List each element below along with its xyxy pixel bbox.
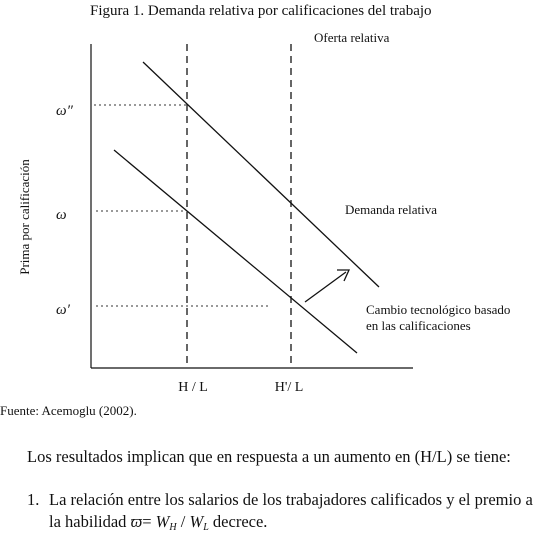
x-tick-h-over-l: H / L <box>178 380 208 395</box>
y-tick-omega-double-prime: ω″ <box>56 103 73 119</box>
subscript-h: H <box>169 522 177 533</box>
x-tick-h-prime-over-l: H'/ L <box>274 380 304 395</box>
source-note: Fuente: Acemoglu (2002). <box>0 403 137 418</box>
equals-sign: = <box>142 512 156 531</box>
line2-prefix: la habilidad <box>49 512 131 531</box>
line2-suffix: decrece. <box>208 512 268 531</box>
list-item-line-2 <box>49 512 267 533</box>
demand-curve-shifted <box>143 62 379 287</box>
omega-symbol: ϖ <box>130 512 143 531</box>
demand-label: Demanda relativa <box>345 202 438 217</box>
y-tick-omega-prime: ω′ <box>56 302 70 318</box>
tech-change-label-line1: Cambio tecnológico basado <box>366 302 511 317</box>
demand-curve-original <box>114 150 357 353</box>
shift-arrowhead <box>337 270 349 281</box>
wage-w-l: W <box>189 512 204 531</box>
slash: / <box>176 512 190 531</box>
supply-label: Oferta relativa <box>314 30 390 45</box>
results-intro: Los resultados implican que en respuesta a un aumento en (H/L) se tiene: <box>27 447 511 466</box>
tech-change-label-line2: en las calificaciones <box>366 318 471 333</box>
figure-title: Figura 1. Demanda relativa por calificaciones del trabajo <box>90 3 432 19</box>
shift-arrow <box>305 272 346 302</box>
list-item-number: 1. <box>27 490 40 509</box>
wage-w-h: W <box>155 512 170 531</box>
subscript-l: L <box>203 522 209 533</box>
y-axis-label: Prima por calificación <box>17 159 32 275</box>
y-tick-omega: ω <box>56 207 67 223</box>
list-item-line-1: La relación entre los salarios de los trabajadores calificados y el premio a <box>49 490 533 509</box>
